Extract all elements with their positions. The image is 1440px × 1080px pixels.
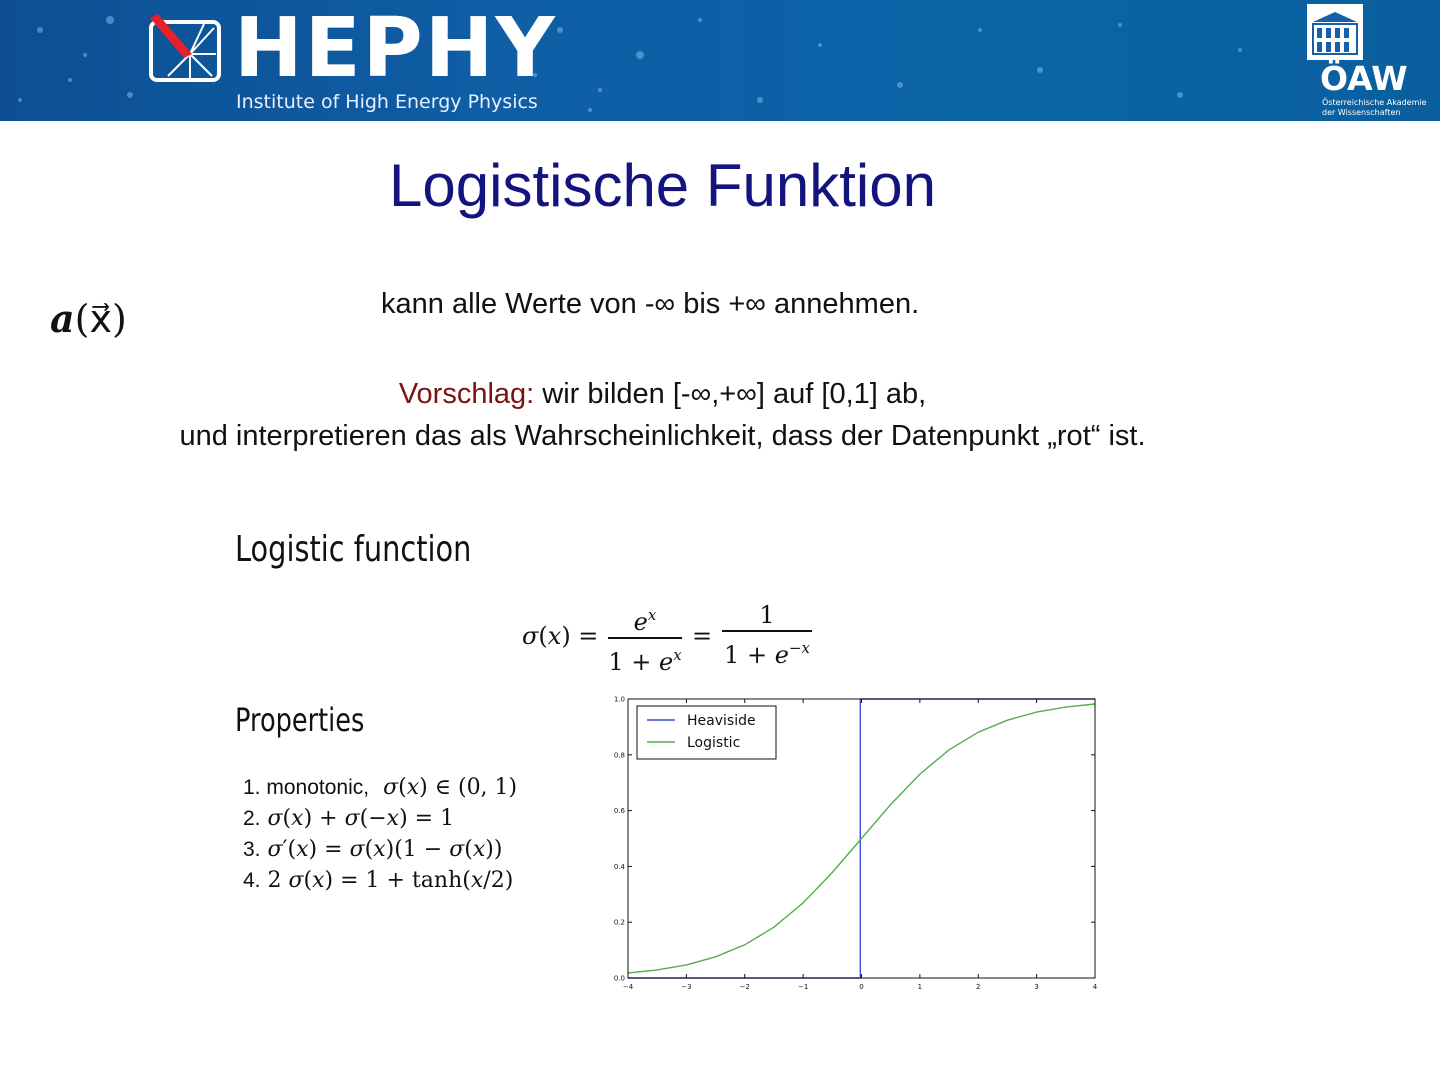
x-tick-label: −1 (797, 983, 809, 991)
proposal-text: wir bilden [-∞,+∞] auf [0,1] ab, (534, 378, 927, 410)
y-tick-label: 0.6 (613, 807, 625, 816)
slide-title: Logistische Funktion (389, 152, 936, 219)
property-item-3: 3. σ′(x) = σ(x)(1 − σ(x)) (243, 837, 503, 862)
hephy-logo-subtitle: Institute of High Energy Physics (236, 91, 538, 113)
properties-list (243, 772, 517, 896)
legend-label-heaviside: Heaviside (687, 713, 756, 729)
hephy-logo-text: HEPHY (234, 1, 557, 96)
formula-equals: = (692, 622, 713, 650)
x-tick-label: −4 (622, 983, 634, 991)
y-tick-label: 0.0 (613, 974, 625, 983)
header-banner (0, 0, 1440, 121)
math-symbol-a: a (50, 296, 75, 341)
x-tick-label: 3 (1034, 983, 1039, 991)
y-tick-label: 1.0 (613, 695, 625, 704)
formula-lhs: σ(x) = (522, 622, 599, 650)
oeaw-building-icon (1307, 4, 1363, 60)
math-activation-symbol (50, 296, 127, 342)
math-symbol-argument: (x⃗) (74, 297, 127, 341)
oeaw-subtitle-line1: Österreichische Akademie (1322, 98, 1427, 107)
x-tick-label: 2 (976, 983, 981, 991)
hephy-logo-icon (148, 14, 224, 84)
properties-heading: Properties (235, 701, 365, 739)
y-tick-label: 0.2 (613, 918, 625, 927)
text-line-proposal (0, 376, 1325, 412)
formula-fraction-2: 1 $1 + e^{-x}$ (722, 600, 812, 671)
x-tick-label: −2 (739, 983, 750, 991)
oeaw-logo-subtitle (1322, 98, 1432, 118)
x-tick-label: 1 (917, 983, 923, 991)
oeaw-logo-text: ÖAW (1320, 59, 1408, 98)
property-item-2: 2. σ(x) + σ(−x) = 1 (243, 806, 455, 831)
x-tick-label: 4 (1092, 983, 1098, 991)
y-tick-label: 0.8 (613, 751, 625, 760)
y-tick-label: 0.4 (613, 862, 625, 871)
property-item-4: 4. 2 σ(x) = 1 + tanh(x/2) (243, 868, 514, 893)
logistic-vs-heaviside-chart (605, 690, 1105, 995)
property-item-1: 1. monotonic, σ(x) ∈ (0, 1) (243, 775, 518, 800)
x-tick-label: 0 (859, 983, 864, 991)
text-line-range: kann alle Werte von -∞ bis +∞ annehmen. (381, 288, 920, 320)
figure-heading: Logistic function (235, 529, 472, 570)
text-line-interpretation: und interpretieren das als Wahrscheinlichkeit, dass der Datenpunkt „rot“ ist. (179, 420, 1146, 452)
oeaw-subtitle-line2: der Wissenschaften (1322, 108, 1401, 117)
formula-fraction-1: $e^x$ $1 + e^x$ (608, 606, 682, 676)
proposal-label: Vorschlag: (398, 378, 535, 410)
legend-label-logistic: Logistic (687, 735, 741, 751)
x-tick-label: −3 (681, 983, 692, 991)
